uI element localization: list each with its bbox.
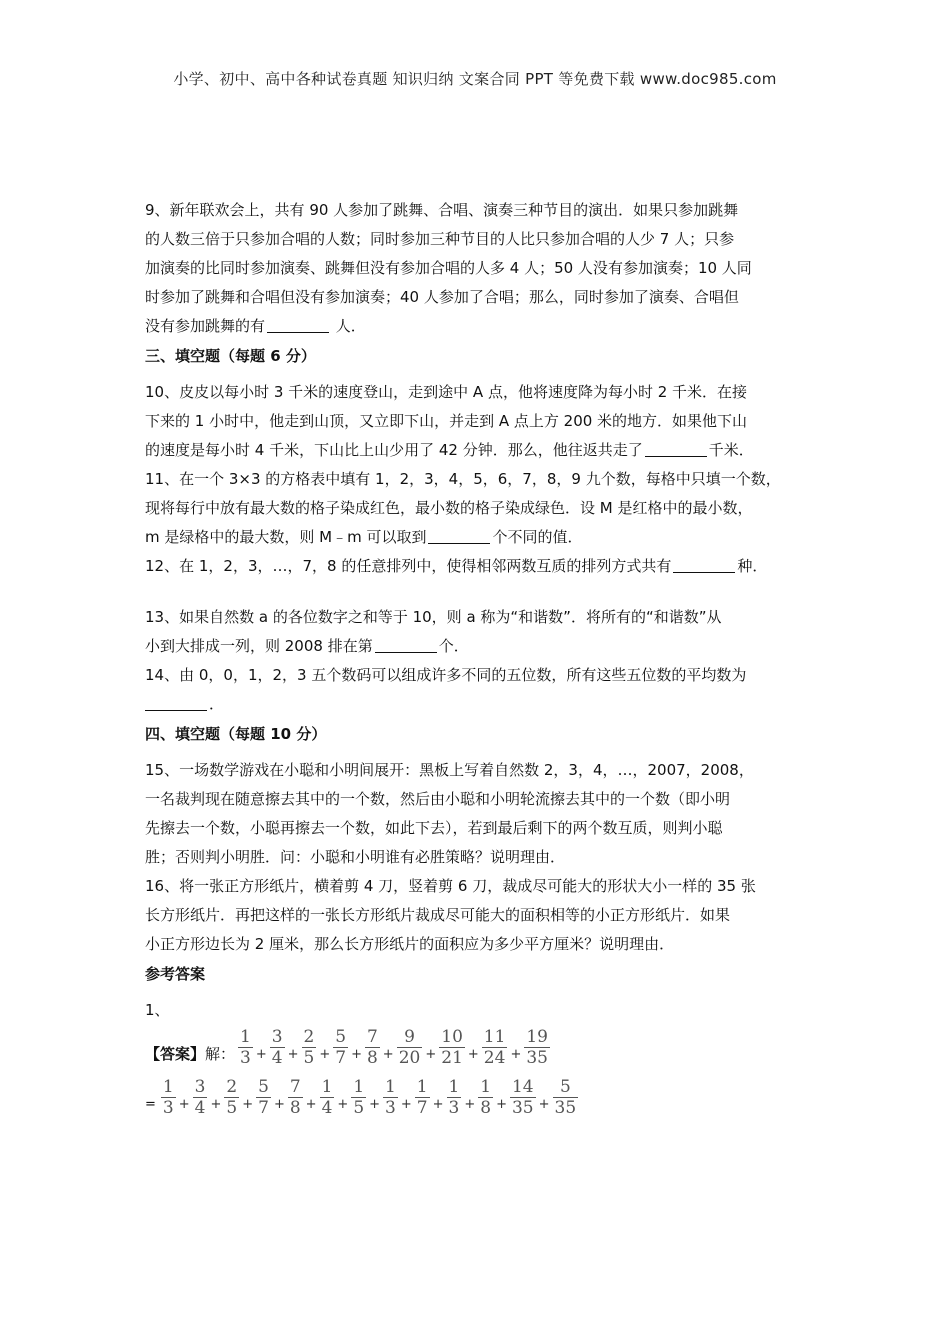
- fraction-denominator: 8: [366, 1047, 378, 1068]
- fraction-numerator: 1: [353, 1076, 365, 1097]
- fraction-denominator: 35: [511, 1097, 534, 1118]
- question-15-line-1: 15、一场数学游戏在小聪和小明间展开：黑板上写着自然数 2，3，4，…，2007，2008，: [145, 761, 754, 779]
- question-11-line-3: [145, 523, 817, 552]
- fraction-numerator: 2: [303, 1026, 315, 1047]
- plus-sign: +: [425, 1046, 437, 1062]
- plus-sign: +: [538, 1096, 550, 1112]
- fraction-numerator: 19: [526, 1026, 548, 1047]
- fraction: [351, 1078, 366, 1117]
- fraction-denominator: 7: [258, 1097, 269, 1118]
- plus-sign: +: [496, 1096, 507, 1112]
- fraction: [238, 1028, 253, 1067]
- question-14-line-1: 14、由 0，0，1，2，3 五个数码可以组成许多不同的五位数，所有这些五位数的平均数为: [145, 666, 747, 684]
- equals-sign: =: [145, 1096, 156, 1112]
- plus-sign: +: [510, 1046, 522, 1062]
- fraction-numerator: 14: [511, 1076, 534, 1097]
- answer-1-expression-row-2: [145, 1075, 817, 1119]
- fraction-denominator: 7: [335, 1047, 347, 1068]
- answers-heading: 参考答案: [145, 965, 206, 983]
- fraction-denominator: 8: [289, 1097, 301, 1118]
- question-11-line-2: 现将每行中放有最大数的格子染成红色，最小数的格子染成绿色．设 M 是红格中的最小数，: [145, 499, 753, 517]
- fraction-denominator: 5: [303, 1047, 315, 1068]
- fraction-numerator: 1: [240, 1026, 251, 1047]
- plus-sign: +: [382, 1046, 394, 1062]
- plus-sign: +: [273, 1096, 285, 1112]
- question-14: [145, 661, 817, 719]
- fraction-denominator: 24: [483, 1047, 506, 1068]
- answer-blank: [267, 316, 329, 333]
- plus-sign: +: [305, 1096, 317, 1112]
- fraction-numerator: 1: [385, 1076, 396, 1097]
- plus-sign: +: [178, 1096, 190, 1112]
- fraction: [161, 1078, 176, 1117]
- section-4-heading: 四、填空题（每题 10 分）: [145, 725, 327, 743]
- fraction: [288, 1078, 303, 1117]
- plus-sign: +: [400, 1096, 412, 1112]
- question-12-unit: 种．: [737, 557, 768, 575]
- fraction-denominator: 5: [353, 1097, 365, 1118]
- plus-sign: +: [432, 1096, 444, 1112]
- fraction-denominator: 35: [554, 1097, 577, 1118]
- question-10-line-3: [145, 436, 817, 465]
- fraction: [415, 1078, 430, 1117]
- answer-blank: [428, 527, 490, 544]
- question-13: [145, 603, 817, 661]
- question-16-line-3: 小正方形边长为 2 厘米，那么长方形纸片的面积应为多少平方厘米？说明理由．: [145, 935, 675, 953]
- fraction: [333, 1028, 348, 1067]
- fraction-numerator: 1: [448, 1076, 460, 1097]
- answer-solution-label: 解：: [205, 1044, 236, 1063]
- plus-sign: +: [369, 1096, 381, 1112]
- fraction-denominator: 35: [526, 1047, 548, 1068]
- fraction: [302, 1028, 317, 1067]
- question-14-end: ．: [209, 695, 225, 713]
- fraction: [510, 1078, 536, 1117]
- fraction: [270, 1028, 285, 1067]
- fraction-numerator: 1: [416, 1076, 428, 1097]
- fraction-numerator: 1: [321, 1076, 333, 1097]
- question-9-line-2: 的人数三倍于只参加合唱的人数；同时参加三种节目的人比只参加合唱的人少 7 人；只参: [145, 230, 735, 248]
- fraction-numerator: 11: [483, 1026, 506, 1047]
- question-9: [145, 196, 817, 341]
- question-16: [145, 872, 817, 959]
- fraction-denominator: 4: [194, 1097, 206, 1118]
- plus-sign: +: [351, 1046, 362, 1062]
- question-9-line-5: [145, 312, 817, 341]
- answer-1-label: 1、: [145, 1001, 170, 1019]
- question-15-line-3: 先擦去一个数，小聪再擦去一个数，如此下去），若到最后剩下的两个数互质，则判小聪: [145, 819, 723, 837]
- fraction: [478, 1078, 493, 1117]
- fraction-denominator: 20: [398, 1047, 421, 1068]
- plus-sign: +: [242, 1096, 254, 1112]
- document-body: [145, 196, 817, 1119]
- fraction: [447, 1078, 462, 1117]
- plus-sign: +: [210, 1096, 222, 1112]
- fraction-denominator: 3: [385, 1097, 396, 1118]
- fraction-denominator: 3: [448, 1097, 460, 1118]
- question-12-line-1: [145, 552, 817, 581]
- fraction: [397, 1028, 423, 1067]
- fraction-numerator: 1: [162, 1076, 174, 1097]
- answer-blank: [375, 636, 437, 653]
- question-13-line-1: 13、如果自然数 a 的各位数字之和等于 10，则 a 称为“和谐数”．将所有的“和谐数”从: [145, 608, 722, 626]
- question-9-unit: 人．: [331, 317, 366, 335]
- answer-tag: 【答案】: [145, 1044, 206, 1063]
- question-14-line-2: [145, 690, 817, 719]
- question-13-line-2: [145, 632, 817, 661]
- question-10: [145, 378, 817, 465]
- plus-sign: +: [464, 1096, 476, 1112]
- fraction-numerator: 1: [480, 1076, 492, 1097]
- question-15-line-2: 一名裁判现在随意擦去其中的一个数，然后由小聪和小明轮流擦去其中的一个数（即小明: [145, 790, 731, 808]
- question-11: [145, 465, 817, 552]
- fraction-denominator: 21: [441, 1047, 463, 1068]
- fraction-numerator: 2: [226, 1076, 238, 1097]
- fraction: [383, 1078, 398, 1117]
- answer-blank: [145, 694, 207, 711]
- fraction-denominator: 4: [321, 1097, 333, 1118]
- fraction: [224, 1078, 239, 1117]
- question-12-text: 12、在 1，2，3，…，7，8 的任意排列中，使得相邻两数互质的排列方式共有: [145, 557, 672, 575]
- fraction-numerator: 7: [289, 1076, 301, 1097]
- fraction-numerator: 5: [258, 1076, 269, 1097]
- fraction: [193, 1078, 208, 1117]
- fraction-numerator: 7: [366, 1026, 378, 1047]
- page-header: 小学、初中、高中各种试卷真题 知识归纳 文案合同 PPT 等免费下载 www.doc985.com: [173, 70, 777, 88]
- answer-blank: [673, 556, 735, 573]
- fraction-denominator: 3: [240, 1047, 251, 1068]
- fraction-denominator: 4: [271, 1047, 283, 1068]
- question-9-line-3: 加演奏的比同时参加演奏、跳舞但没有参加合唱的人多 4 人；50 人没有参加演奏；10 人同: [145, 259, 752, 277]
- answer-1-expression-row-1: [145, 1025, 817, 1069]
- fraction: [320, 1078, 335, 1117]
- fraction-numerator: 5: [559, 1076, 571, 1097]
- fraction-denominator: 3: [162, 1097, 174, 1118]
- section-3-heading: 三、填空题（每题 6 分）: [145, 347, 316, 365]
- fraction: [524, 1028, 550, 1067]
- question-9-line-4: 时参加了跳舞和合唱但没有参加演奏；40 人参加了合唱；那么，同时参加了演奏、合唱但: [145, 288, 739, 306]
- question-11-unit: 个不同的值．: [492, 528, 583, 546]
- question-11-line-1: 11、在一个 3×3 的方格表中填有 1，2，3，4，5，6，7，8，9 九个数，每格中只填一个数，: [145, 470, 781, 488]
- question-9-text: 没有参加跳舞的有: [145, 317, 266, 335]
- fraction-numerator: 9: [404, 1026, 415, 1047]
- question-16-line-2: 长方形纸片．再把这样的一张长方形纸片裁成尽可能大的面积相等的小正方形纸片．如果: [145, 906, 731, 924]
- question-10-line-1: 10、皮皮以每小时 3 千米的速度登山，走到途中 A 点，他将速度降为每小时 2 千米．在接: [145, 383, 748, 401]
- plus-sign: +: [319, 1046, 331, 1062]
- question-10-unit: 千米．: [708, 441, 754, 459]
- question-15-line-4: 胜；否则判小明胜．问：小聪和小明谁有必胜策略？说明理由．: [145, 848, 566, 866]
- plus-sign: +: [467, 1046, 479, 1062]
- fraction-numerator: 10: [441, 1026, 463, 1047]
- question-10-line-2: 下来的 1 小时中，他走到山顶，又立即下山，并走到 A 点上方 200 米的地方．如果他下山: [145, 412, 748, 430]
- question-13-text: 小到大排成一列，则 2008 排在第: [145, 637, 373, 655]
- fraction-numerator: 3: [271, 1026, 283, 1047]
- question-16-line-1: 16、将一张正方形纸片，横着剪 4 刀，竖着剪 6 刀，裁成尽可能大的形状大小一样的 35 张: [145, 877, 756, 895]
- fraction-numerator: 5: [335, 1026, 347, 1047]
- fraction: [553, 1078, 579, 1117]
- plus-sign: +: [287, 1046, 299, 1062]
- question-11-text: m 是绿格中的最大数，则 M﹣m 可以取到: [145, 528, 427, 546]
- plus-sign: +: [337, 1096, 349, 1112]
- fraction-denominator: 7: [416, 1097, 428, 1118]
- plus-sign: +: [255, 1046, 267, 1062]
- question-9-line-1: 9、新年联欢会上，共有 90 人参加了跳舞、合唱、演奏三种节目的演出．如果只参加跳舞: [145, 201, 739, 219]
- fraction: [256, 1078, 271, 1117]
- answer-blank: [645, 440, 707, 457]
- fraction: [482, 1028, 508, 1067]
- fraction: [439, 1028, 465, 1067]
- question-15: [145, 756, 817, 872]
- question-13-unit: 个．: [438, 637, 469, 655]
- fraction-denominator: 8: [480, 1097, 492, 1118]
- fraction-denominator: 5: [226, 1097, 238, 1118]
- fraction-numerator: 3: [194, 1076, 206, 1097]
- fraction: [365, 1028, 380, 1067]
- question-12: [145, 552, 817, 581]
- question-10-text: 的速度是每小时 4 千米，下山比上山少用了 42 分钟．那么，他往返共走了: [145, 441, 643, 459]
